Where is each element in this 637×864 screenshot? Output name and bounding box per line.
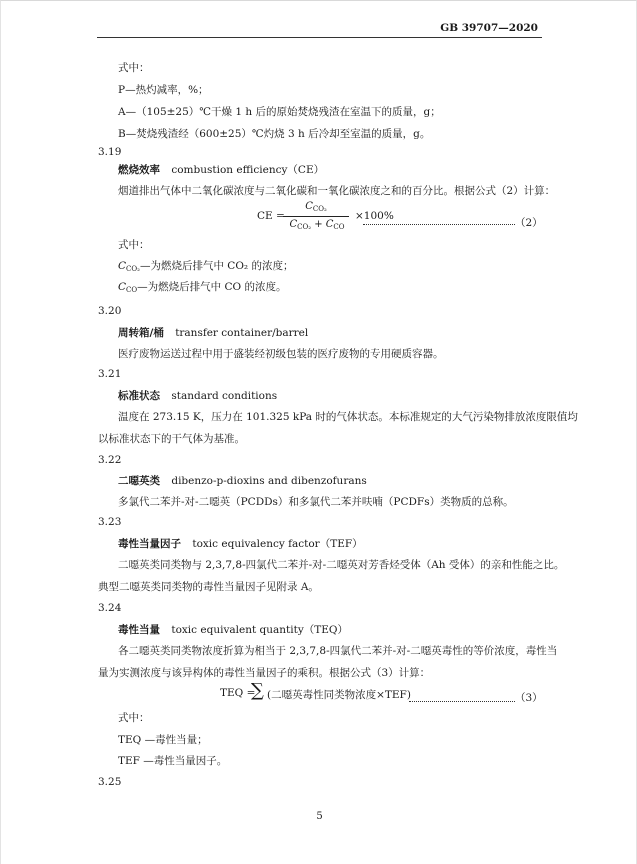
term-definition: 多氯代二苯并-对-二噁英（PCDDs）和多氯代二苯并呋喃（PCDFs）类物质的总称。 [118, 496, 514, 508]
term-definition-line1: 二噁英类同类物与 2,3,7,8-四氯代二苯并-对-二噁英对芳香烃受体（Ah 受体）的亲和性能之比。 [118, 559, 565, 571]
definition-tef: TEF —毒性当量因子。 [118, 755, 228, 767]
term-cn: 毒性当量因子 [118, 538, 181, 550]
term-cn: 燃烧效率 [118, 164, 160, 176]
formula-lhs: TEQ = [220, 687, 256, 699]
clause-number: 3.23 [98, 516, 122, 528]
definition-b: B—焚烧残渣经（600±25）℃灼烧 3 h 后冷却至室温的质量，g。 [118, 128, 431, 140]
clause-number: 3.21 [98, 368, 122, 380]
standard-number: GB 39707—2020 [440, 22, 538, 34]
clause-number: 3.19 [98, 146, 122, 158]
term-definition-line2: 以标准状态下的干气体为基准。 [98, 433, 245, 445]
summation-symbol: ∑ [251, 680, 264, 701]
term-heading [118, 163, 324, 177]
term-definition-line1: 温度在 273.15 K，压力在 101.325 kPa 时的气体状态。本标准规定的大气污染物排放浓度限值均 [118, 411, 578, 423]
clause-number: 3.25 [98, 776, 122, 788]
where-label: 式中： [118, 239, 150, 251]
term-definition: 烟道排出气体中二氧化碳浓度与二氧化碳和一氧化碳浓度之和的百分比。根据公式（2）计算： [118, 185, 556, 197]
formula-numerator: $C_{CO_2}$ [305, 201, 327, 213]
term-en: dibenzo-p-dioxins and dibenzofurans [171, 475, 367, 487]
term-en: toxic equivalent quantity（TEQ） [171, 624, 349, 636]
where-label: 式中： [118, 712, 150, 724]
definition-cco: $C_{CO}—$为燃烧后排气中 CO 的浓度。 [118, 281, 287, 294]
clause-number: 3.20 [98, 305, 122, 317]
term-cn: 周转箱/桶 [118, 327, 164, 339]
leader-dots [409, 695, 515, 702]
term-definition-line2: 量为实测浓度与该异构体的毒性当量因子的乘积。根据公式（3）计算： [98, 667, 431, 679]
header-rule [97, 37, 542, 38]
term-heading [118, 537, 363, 551]
formula-number: （2） [515, 217, 543, 229]
term-definition: 医疗废物运送过程中用于盛装经初级包装的医疗废物的专用硬质容器。 [118, 348, 444, 360]
term-en: combustion efficiency（CE） [171, 164, 325, 176]
term-cn: 二噁英类 [118, 475, 160, 487]
definition-teq: TEQ —毒性当量； [118, 734, 208, 746]
term-en: toxic equivalency factor（TEF） [192, 538, 363, 550]
term-en: standard conditions [171, 390, 278, 402]
term-heading [118, 389, 277, 403]
definition-a: A—（105±25）℃干燥 1 h 后的原始焚烧残渣在室温下的质量，g； [118, 106, 441, 118]
term-cn: 标准状态 [118, 390, 160, 402]
term-en: transfer container/barrel [175, 327, 309, 339]
formula-lhs: CE = [257, 210, 285, 222]
leader-dots [363, 218, 515, 225]
formula-denominator: $C_{CO_2} + C_{CO}$ [289, 219, 345, 231]
term-definition-line2: 典型二噁英类同类物的毒性当量因子见附录 A。 [98, 581, 319, 593]
clause-number: 3.22 [98, 454, 122, 466]
term-heading [118, 326, 308, 340]
term-heading [118, 474, 367, 488]
formula-body: (二噁英毒性同类物浓度×TEF) [267, 689, 411, 701]
term-heading [118, 623, 348, 637]
term-cn: 毒性当量 [118, 624, 160, 636]
where-label: 式中： [118, 62, 150, 74]
definition-p: P—热灼减率，%； [118, 84, 209, 96]
definition-cco2: $C_{CO_2}—$为燃烧后排气中 CO₂ 的浓度； [118, 260, 294, 273]
clause-number: 3.24 [98, 602, 122, 614]
fraction-bar [283, 216, 349, 217]
term-definition-line1: 各二噁英类同类物浓度折算为相当于 2,3,7,8-四氯代二苯并-对-二噁英毒性的等价浓度，毒性当 [118, 645, 558, 657]
formula-tail: ×100% [355, 210, 394, 222]
page-number: 5 [316, 811, 323, 822]
formula-number: （3） [515, 692, 543, 704]
